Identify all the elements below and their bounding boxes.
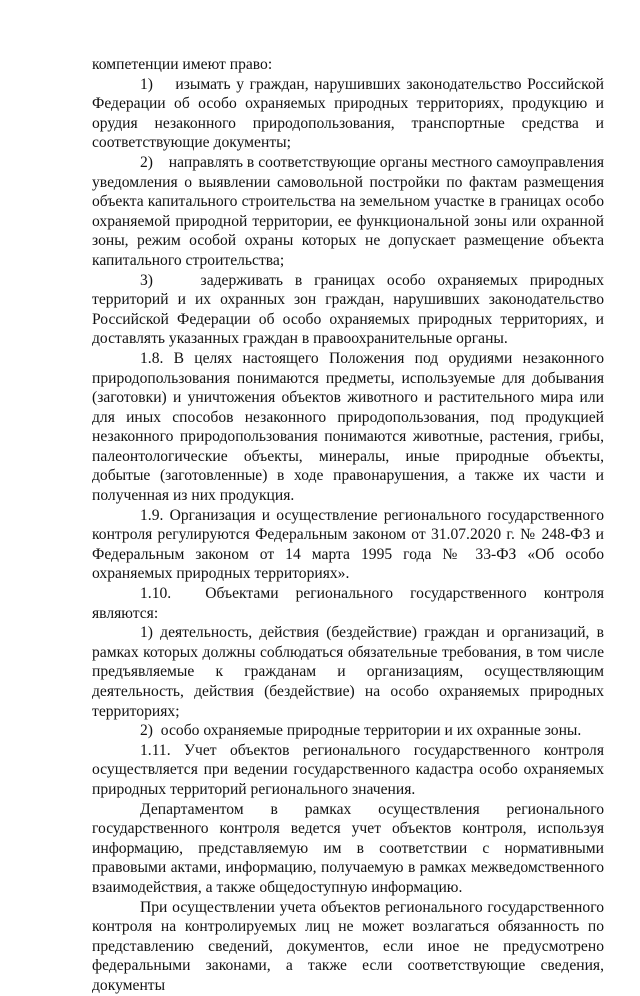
document-page — [92, 55, 604, 996]
paragraph-intro: компетенции имеют право: — [92, 56, 273, 73]
paragraph-accounting: При осуществлении учета объектов регионального государственного контроля на контролируемых лиц не может возлагаться обязанность по представлению сведений, документов, если иное не предусмотрено федеральными законами, а также если соответствующие сведения, документы — [92, 898, 604, 994]
paragraph-1-11: 1.11. Учет объектов регионального государственного контроля осуществляется при ведении государственного кадастра особо охраняемых природных территорий регионального значения. — [92, 741, 604, 798]
paragraph-item-1: 1) изымать у граждан, нарушивших законодательство Российской Федерации об особо охраняемых природных территориях, продукцию и орудия незаконного природопользования, транспортные средства и соответствующие документы; — [92, 75, 604, 152]
paragraph-1-10-item-1: 1) деятельность, действия (бездействие) граждан и организаций, в рамках которых должны соблюдаться обязательные требования, в том числе предъявляемые к гражданам и организациям, осуществляющим деятельность, действия (бездействие) на особо охраняемых природных территориях; — [92, 624, 604, 720]
paragraph-1-8: 1.8. В целях настоящего Положения под орудиями незаконного природопользования понимаются предметы, используемые для добывания (заготовки) и уничтожения объектов животного и растительного мира или для иных способов незаконного природопользования, под продукцией незаконного природопользования понимаются животные, растения, грибы, палеонтологические объекты, минералы, иные природные объекты, добытые (заготовленные) в ходе правонарушения, а также их части и полученная из них продукция. — [92, 349, 604, 505]
paragraph-1-10-item-2: 2) особо охраняемые природные территории и их охранные зоны. — [140, 722, 582, 740]
paragraph-1-10: 1.10. Объектами регионального государственного контроля являются: — [92, 585, 604, 622]
paragraph-department: Департаментом в рамках осуществления регионального государственного контроля ведется учет объектов контроля, используя информацию, представляемую им в соответствии с нормативными правовыми актами, информацию, получаемую в рамках межведомственного взаимодействия, а также общедоступную информацию. — [92, 800, 604, 896]
paragraph-item-3: 3) задерживать в границах особо охраняемых природных территорий и их охранных зон граждан, нарушивших законодательство Российской Федерации об особо охраняемых природных территориях, и доставлять указанных граждан в правоохранительные органы. — [92, 271, 604, 348]
paragraph-item-2: 2) направлять в соответствующие органы местного самоуправления уведомления о выявлении самовольной постройки по фактам размещения объекта капитального строительства на земельном участке в границах особо охраняемой природной территории, ее функциональной зоны или охранной зоны, режим особой охраны которых не допускает размещение объекта капитального строительства; — [92, 153, 604, 269]
paragraph-1-9: 1.9. Организация и осуществление регионального государственного контроля регулируются Федеральным законом от 31.07.2020 г. № 248-ФЗ и Федеральным законом от 14 марта 1995 года № 33-ФЗ «Об особо охраняемых природных территориях». — [92, 506, 604, 583]
